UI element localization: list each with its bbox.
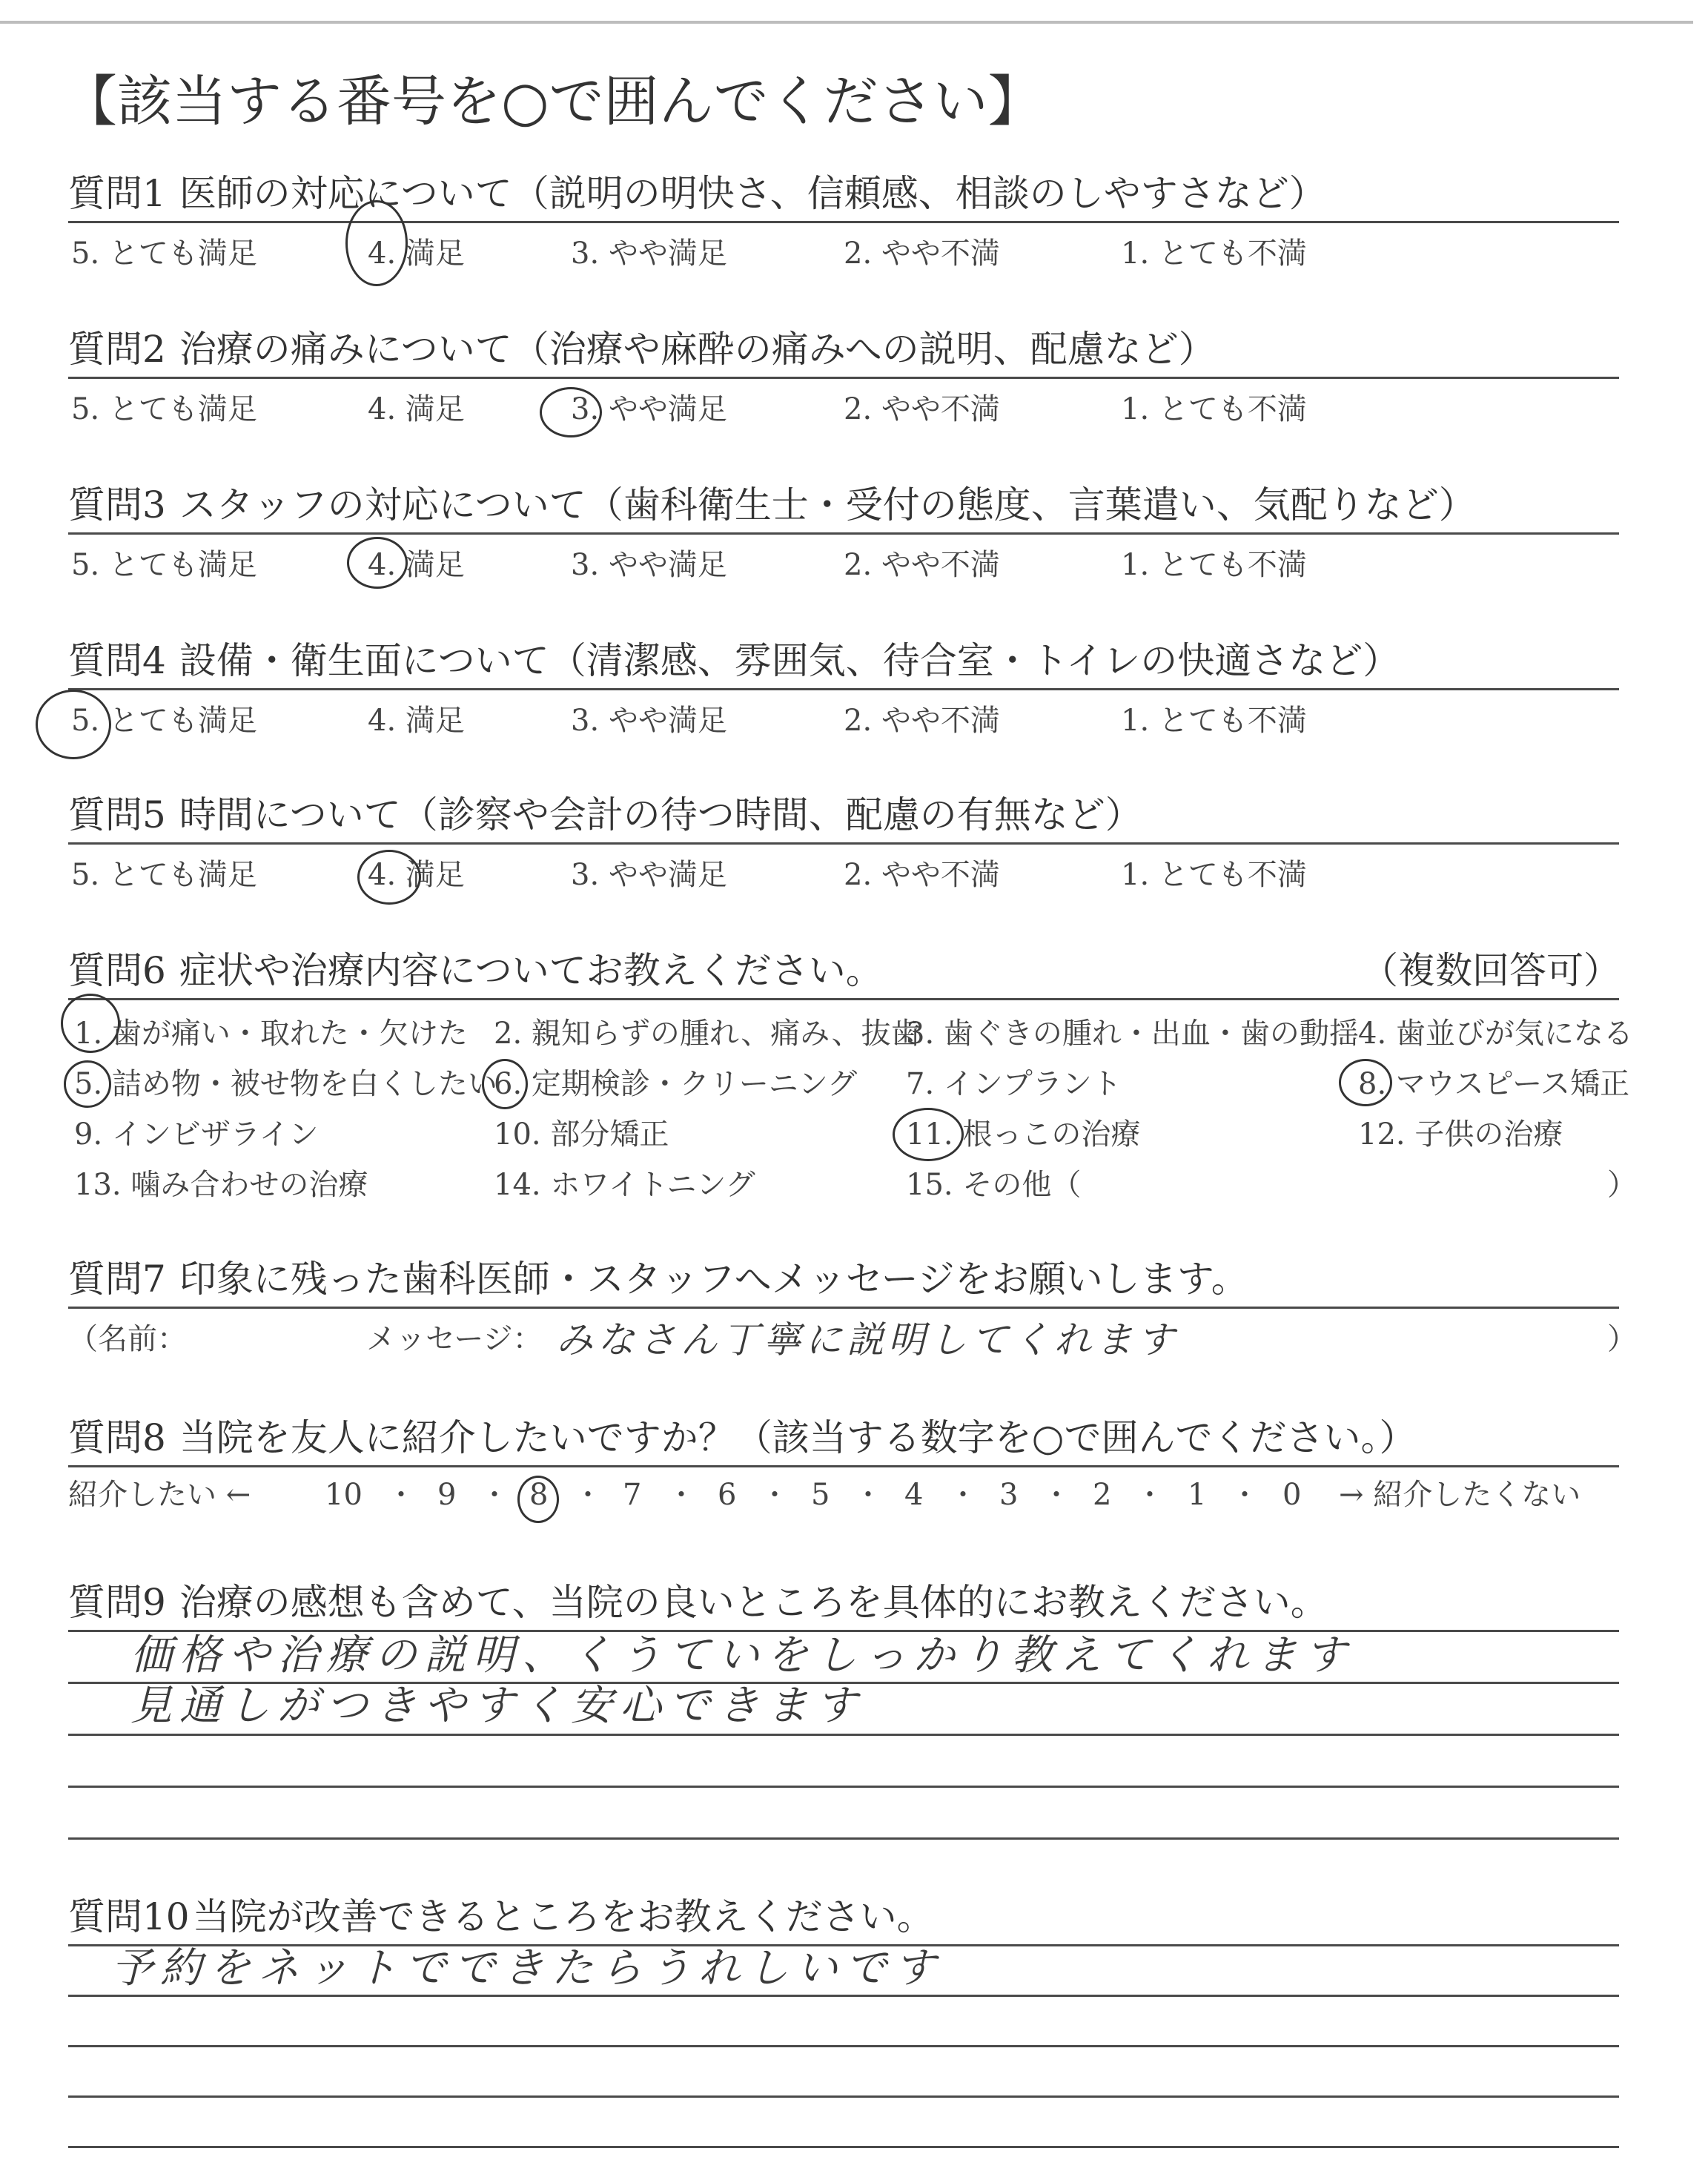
q8-scale-0[interactable]: 0 bbox=[1282, 1478, 1302, 1512]
question-10-title bbox=[68, 1894, 934, 1940]
q8-scale-4[interactable]: 4 bbox=[904, 1478, 924, 1512]
q3-option-2[interactable]: 2. やや不満 bbox=[844, 548, 1000, 582]
q8-separator: ・ bbox=[761, 1479, 790, 1511]
question-6-note: （複数回答可） bbox=[1361, 949, 1621, 992]
q8-scale-3[interactable]: 3 bbox=[999, 1478, 1019, 1512]
question-7-text: 印象に残った歯科医師・スタッフへメッセージをお願いします。 bbox=[179, 1258, 1248, 1301]
q2-option-1[interactable]: 1. とても不満 bbox=[1121, 392, 1307, 426]
q3-selected-circle bbox=[347, 537, 408, 589]
q8-separator: ・ bbox=[574, 1479, 603, 1511]
q5-option-4[interactable]: 4. 満足 bbox=[368, 858, 465, 892]
answer-line bbox=[68, 2146, 1619, 2148]
q8-scale-5[interactable]: 5 bbox=[811, 1478, 830, 1512]
q8-left-label: 紹介したい ← bbox=[68, 1478, 251, 1512]
q3-option-3[interactable]: 3. やや満足 bbox=[571, 548, 727, 582]
question-6-number: 質問6 bbox=[68, 949, 166, 992]
q6-option-11[interactable]: 11. 根っこの治療 bbox=[906, 1117, 1141, 1152]
q4-option-1[interactable]: 1. とても不満 bbox=[1121, 704, 1307, 738]
question-2-text: 治療の痛みについて（治療や麻酔の痛みへの説明、配慮など） bbox=[179, 328, 1216, 371]
question-5-title bbox=[68, 792, 1142, 838]
q9-answer-line-1: 価格や治療の説明、くうていをしっかり教えてくれます bbox=[130, 1631, 1354, 1680]
q1-option-4[interactable]: 4. 満足 bbox=[368, 237, 465, 271]
question-4-text: 設備・衛生面について（清潔感、雰囲気、待合室・トイレの快適さなど） bbox=[179, 639, 1400, 682]
q2-option-5[interactable]: 5. とても満足 bbox=[71, 392, 257, 426]
q6-option-5[interactable]: 5. 詰め物・被せ物を白くしたい bbox=[74, 1067, 497, 1101]
q6-option-4[interactable]: 4. 歯並びが気になる bbox=[1358, 1017, 1633, 1051]
question-4-number: 質問4 bbox=[68, 639, 166, 682]
q1-selected-circle bbox=[345, 200, 408, 286]
top-border bbox=[0, 21, 1693, 24]
q8-separator: ・ bbox=[854, 1479, 883, 1511]
answer-line bbox=[68, 2095, 1619, 2098]
question-5-number: 質問5 bbox=[68, 793, 166, 836]
q6-option-7[interactable]: 7. インプラント bbox=[906, 1067, 1122, 1101]
question-5-text: 時間について（診察や会計の待つ時間、配慮の有無など） bbox=[179, 793, 1142, 836]
instruction-header: 【該当する番号を○で囲んでください】 bbox=[62, 70, 1043, 133]
q8-separator: ・ bbox=[1231, 1479, 1260, 1511]
q4-selected-circle bbox=[36, 690, 111, 759]
q8-separator: ・ bbox=[387, 1479, 416, 1511]
q1-option-3[interactable]: 3. やや満足 bbox=[571, 237, 727, 271]
q9-answer-line-2: 見通しがつきやすく安心できます bbox=[130, 1682, 864, 1730]
q8-separator: ・ bbox=[1042, 1479, 1071, 1511]
q8-separator: ・ bbox=[949, 1479, 978, 1511]
q6-selected-circle-1 bbox=[61, 994, 120, 1053]
question-10-number: 質問10 bbox=[68, 1895, 190, 1938]
q6-selected-circle-8 bbox=[1339, 1059, 1392, 1106]
q8-scale-9[interactable]: 9 bbox=[437, 1478, 457, 1512]
q5-option-1[interactable]: 1. とても不満 bbox=[1121, 858, 1307, 892]
q6-option-9[interactable]: 9. インビザライン bbox=[74, 1117, 319, 1152]
question-8-number: 質問8 bbox=[68, 1416, 166, 1459]
question-9-number: 質問9 bbox=[68, 1581, 166, 1624]
q1-option-5[interactable]: 5. とても満足 bbox=[71, 237, 257, 271]
q6-option-13[interactable]: 13. 噛み合わせの治療 bbox=[74, 1168, 368, 1202]
answer-line bbox=[68, 2045, 1619, 2047]
question-8-text: 当院を友人に紹介したいですか？（該当する数字を○で囲んでください。） bbox=[179, 1416, 1417, 1459]
question-8-title bbox=[68, 1415, 1416, 1461]
q6-option-6[interactable]: 6. 定期検診・クリーニング bbox=[494, 1067, 858, 1101]
answer-line bbox=[68, 1995, 1619, 1997]
q6-option-3[interactable]: 3. 歯ぐきの腫れ・出血・歯の動揺 bbox=[906, 1017, 1359, 1051]
question-4-rule bbox=[68, 688, 1619, 690]
q3-option-1[interactable]: 1. とても不満 bbox=[1121, 548, 1307, 582]
q8-scale-1[interactable]: 1 bbox=[1188, 1478, 1207, 1512]
question-3-number: 質問3 bbox=[68, 483, 166, 526]
question-4-title bbox=[68, 638, 1400, 684]
q3-option-4[interactable]: 4. 満足 bbox=[368, 548, 465, 582]
question-2-number: 質問2 bbox=[68, 328, 166, 371]
question-3-rule bbox=[68, 532, 1619, 535]
question-2-title bbox=[68, 326, 1216, 372]
q6-other-close-paren: ） bbox=[1607, 1168, 1637, 1202]
q6-selected-circle-6 bbox=[482, 1059, 528, 1109]
question-3-text: スタッフの対応について（歯科衛生士・受付の態度、言葉遣い、気配りなど） bbox=[179, 483, 1476, 526]
q4-option-4[interactable]: 4. 満足 bbox=[368, 704, 465, 738]
q8-selected-circle bbox=[517, 1476, 559, 1523]
q7-message-label: メッセージ： bbox=[366, 1322, 543, 1356]
answer-line bbox=[68, 1734, 1619, 1736]
q7-close-paren: ） bbox=[1607, 1322, 1637, 1356]
q8-separator: ・ bbox=[480, 1479, 509, 1511]
q6-selected-circle-11 bbox=[893, 1108, 964, 1161]
q6-option-12[interactable]: 12. 子供の治療 bbox=[1358, 1117, 1563, 1152]
q5-option-3[interactable]: 3. やや満足 bbox=[571, 858, 727, 892]
question-7-number: 質問7 bbox=[68, 1258, 166, 1301]
q7-name-label: （名前： bbox=[68, 1322, 187, 1356]
q1-option-1[interactable]: 1. とても不満 bbox=[1121, 237, 1307, 271]
question-1-rule bbox=[68, 221, 1619, 223]
q8-scale-8[interactable]: 8 bbox=[529, 1478, 549, 1512]
q8-right-label: → 紹介したくない bbox=[1339, 1478, 1581, 1512]
question-7-rule bbox=[68, 1307, 1619, 1309]
question-3-title bbox=[68, 482, 1476, 528]
question-2-rule bbox=[68, 377, 1619, 379]
q1-option-2[interactable]: 2. やや不満 bbox=[844, 237, 1000, 271]
question-5-rule bbox=[68, 842, 1619, 845]
q10-answer-line-1: 予約をネットでできたらうれしいです bbox=[111, 1944, 943, 1992]
question-9-title bbox=[68, 1579, 1328, 1625]
question-6-title bbox=[68, 948, 883, 994]
q4-option-3[interactable]: 3. やや満足 bbox=[571, 704, 727, 738]
q4-option-5[interactable]: 5. とても満足 bbox=[71, 704, 257, 738]
q6-option-10[interactable]: 10. 部分矯正 bbox=[494, 1117, 669, 1152]
question-1-text: 医師の対応について（説明の明快さ、信頼感、相談のしやすさなど） bbox=[179, 172, 1326, 215]
q8-separator: ・ bbox=[1136, 1479, 1165, 1511]
q2-option-2[interactable]: 2. やや不満 bbox=[844, 392, 1000, 426]
q2-option-3[interactable]: 3. やや満足 bbox=[571, 392, 727, 426]
q8-scale-6[interactable]: 6 bbox=[718, 1478, 737, 1512]
q5-option-2[interactable]: 2. やや不満 bbox=[844, 858, 1000, 892]
q6-option-8[interactable]: 8. マウスピース矯正 bbox=[1358, 1067, 1630, 1101]
q8-scale-2[interactable]: 2 bbox=[1093, 1478, 1112, 1512]
question-6-rule bbox=[68, 998, 1619, 1000]
q6-option-2[interactable]: 2. 親知らずの腫れ、痛み、抜歯 bbox=[494, 1017, 921, 1051]
question-8-rule bbox=[68, 1465, 1619, 1467]
question-10-text: 当院が改善できるところをお教えください。 bbox=[192, 1895, 934, 1938]
question-7-title bbox=[68, 1256, 1248, 1302]
question-6-text: 症状や治療内容についてお教えください。 bbox=[179, 949, 883, 992]
q6-option-15[interactable]: 15. その他（ bbox=[906, 1168, 1082, 1202]
q6-selected-circle-5 bbox=[64, 1060, 111, 1108]
q5-selected-circle bbox=[357, 850, 421, 905]
q2-option-4[interactable]: 4. 満足 bbox=[368, 392, 465, 426]
answer-line bbox=[68, 1837, 1619, 1840]
q6-option-1[interactable]: 1. 歯が痛い・取れた・欠けた bbox=[74, 1017, 468, 1051]
q8-scale-10[interactable]: 10 bbox=[325, 1478, 363, 1512]
q2-selected-circle bbox=[540, 387, 602, 437]
q8-scale-7[interactable]: 7 bbox=[623, 1478, 642, 1512]
q3-option-5[interactable]: 5. とても満足 bbox=[71, 548, 257, 582]
q6-option-14[interactable]: 14. ホワイトニング bbox=[494, 1168, 755, 1202]
question-1-title bbox=[68, 171, 1326, 217]
answer-line bbox=[68, 1786, 1619, 1788]
q5-option-5[interactable]: 5. とても満足 bbox=[71, 858, 257, 892]
q7-message-handwriting: みなさん丁寧に説明してくれます bbox=[556, 1318, 1179, 1361]
q4-option-2[interactable]: 2. やや不満 bbox=[844, 704, 1000, 738]
question-9-text: 治療の感想も含めて、当院の良いところを具体的にお教えください。 bbox=[179, 1581, 1328, 1624]
q8-separator: ・ bbox=[667, 1479, 696, 1511]
question-1-number: 質問1 bbox=[68, 172, 166, 215]
